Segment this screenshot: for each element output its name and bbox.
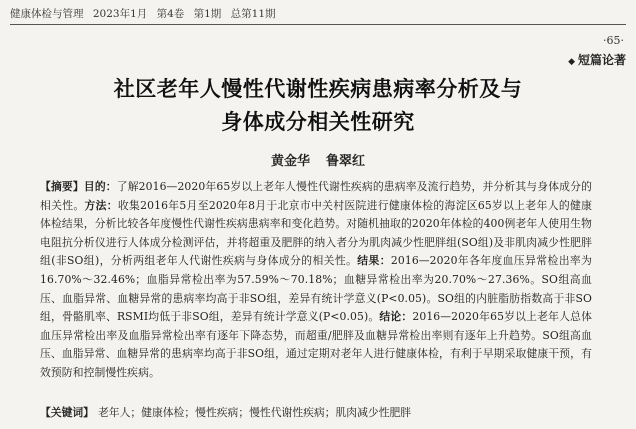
journal-name: 健康体检与管理 <box>10 8 84 20</box>
total-issue: 总第11期 <box>230 8 276 20</box>
publication-date: 2023年1月 <box>92 8 148 20</box>
article-title-line2: 身体成分相关性研究 <box>221 110 415 134</box>
running-header <box>10 6 626 22</box>
header-rule <box>10 24 626 25</box>
abstract-label: 【摘要】 <box>40 180 84 193</box>
article-title-line1: 社区老年人慢性代谢性疾病患病率分析及与 <box>113 77 523 101</box>
results-label: 结果： <box>357 254 391 268</box>
keywords-text: 老年人；健康体检；慢性疾病；慢性代谢性疾病；肌肉减少性肥胖 <box>97 406 412 419</box>
issue: 第1期 <box>193 8 222 20</box>
conclusion-label: 结论： <box>379 310 413 324</box>
results-text: 2016—2020年各年度血压异常检出率为16.70%～32.46%；血脂异常检出率为57.59%～70.18%；血糖异常检出率为20.70%～27.36%。SO组高血压、血脂异常、血糖异常的患病率均高于非SO组，差异有统计学意义(P<0.05)。SO组的内脏脂肪指数高于非SO组，骨骼肌率、RSMI均低于非SO组，差异有统计学意义(P<0.05)。 <box>40 254 592 324</box>
conclusion-text: 2016—2020年65岁以上老年人总体血压异常检出率及血脂异常检出率有逐年下降态势，而超重/肥胖及血糖异常检出率则有逐年上升趋势。SO组高血压、血脂异常、血糖异常的患病率均高于非SO组，通过定期对老年人进行健康体检，有利于早期采取健康干预，有效预防和控制慢性疾病。 <box>40 310 592 379</box>
objective-text: 了解2016—2020年65岁以上老年人慢性代谢性疾病的患病率及流行趋势，并分析其与身体成分的相关性。 <box>40 180 593 212</box>
methods-label: 方法： <box>84 198 118 212</box>
keywords-label: 【关键词】 <box>40 406 94 419</box>
abstract <box>40 178 592 383</box>
author-2: 鲁翠红 <box>326 154 366 169</box>
section-label-text: 短篇论著 <box>577 53 626 67</box>
diamond-icon: ◆ <box>568 57 575 67</box>
author-1: 黄金华 <box>270 154 310 169</box>
journal-info <box>10 6 282 21</box>
methods-text: 收集2016年5月至2020年8月于北京市中关村医院进行健康体检的海淀区65岁以上老年人的健康体检结果，分析比较各年度慢性代谢性疾病患病率和变化趋势。对随机抽取的2020年体检的400例老年人使用生物电阻抗分析仪进行人体成分检测评估，并将超重及肥胖的纳入者分为肌肉减少性肥胖组(SO组)及非肌肉减少性肥胖组(非SO组)，分析两组老年人代谢性疾病与身体成分的相关性。 <box>40 198 592 268</box>
authors <box>0 150 636 169</box>
objective-label: 目的： <box>83 180 117 193</box>
keywords <box>40 405 600 420</box>
section-label <box>568 51 626 68</box>
page-number: ·65· <box>603 34 624 47</box>
volume: 第4卷 <box>156 8 185 20</box>
